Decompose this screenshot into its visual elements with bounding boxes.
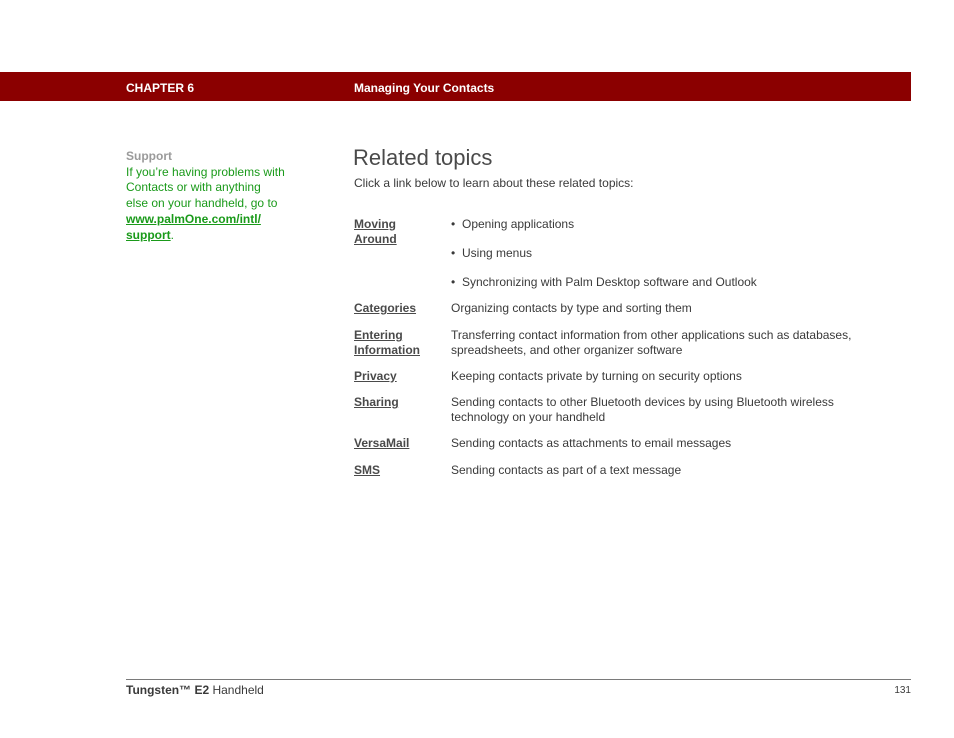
topic-description bbox=[451, 369, 896, 384]
topic-link-line[interactable]: Privacy bbox=[354, 369, 397, 383]
description-line: Sending contacts to other Bluetooth devices by using Bluetooth wireless bbox=[451, 395, 834, 409]
description-line: Sending contacts as part of a text message bbox=[451, 463, 682, 477]
sidebar-text bbox=[126, 165, 286, 244]
topic-link-moving-around[interactable] bbox=[354, 217, 434, 247]
description-line: Sending contacts as attachments to email messages bbox=[451, 436, 732, 450]
topic-description bbox=[451, 463, 896, 478]
support-link[interactable] bbox=[126, 212, 261, 242]
support-sidebar bbox=[126, 149, 286, 243]
description-line: spreadsheets, and other organizer software bbox=[451, 343, 683, 357]
sidebar-body-text: If you’re having problems with Contacts or with anything else on your handheld, go to bbox=[126, 164, 285, 211]
footer-product-name: Handheld bbox=[209, 683, 264, 697]
topic-link-line[interactable]: Sharing bbox=[354, 395, 399, 409]
bullet-dot-icon: • bbox=[451, 246, 456, 260]
topic-link-line[interactable]: Entering bbox=[354, 328, 403, 342]
bullet-text: Using menus bbox=[462, 246, 533, 260]
topic-link-entering-information[interactable] bbox=[354, 328, 434, 358]
description-line: Organizing contacts by type and sorting them bbox=[451, 301, 692, 315]
topic-link-line[interactable]: Information bbox=[354, 343, 420, 357]
bullet-item bbox=[451, 217, 896, 232]
topic-link-line[interactable]: Categories bbox=[354, 301, 417, 315]
topic-description bbox=[451, 436, 896, 451]
bullet-text: Synchronizing with Palm Desktop software and Outlook bbox=[462, 275, 757, 289]
description-line: Transferring contact information from other applications such as databases, bbox=[451, 328, 852, 342]
bullet-dot-icon: • bbox=[451, 275, 456, 289]
topic-link-line[interactable]: SMS bbox=[354, 463, 381, 477]
description-line: technology on your handheld bbox=[451, 410, 606, 424]
topic-description bbox=[451, 395, 896, 425]
topic-link-sharing[interactable] bbox=[354, 395, 434, 410]
topic-link-line[interactable]: Around bbox=[354, 232, 397, 246]
footer-divider bbox=[126, 679, 911, 680]
topic-link-privacy[interactable] bbox=[354, 369, 434, 384]
topic-description bbox=[451, 301, 896, 316]
chapter-label: CHAPTER 6 bbox=[126, 81, 195, 95]
sidebar-title: Support bbox=[126, 149, 172, 163]
topic-link-line[interactable]: VersaMail bbox=[354, 436, 410, 450]
description-line: Keeping contacts private by turning on security options bbox=[451, 369, 742, 383]
topic-link-line[interactable]: Moving bbox=[354, 217, 396, 231]
bullet-item bbox=[451, 246, 896, 261]
footer-product bbox=[126, 683, 264, 697]
page-title: Related topics bbox=[353, 145, 493, 170]
intro-text: Click a link below to learn about these related topics: bbox=[354, 176, 634, 190]
chapter-title: Managing Your Contacts bbox=[354, 81, 495, 95]
topic-link-sms[interactable] bbox=[354, 463, 434, 478]
footer-brand: Tungsten™ E2 bbox=[126, 683, 210, 697]
page-number: 131 bbox=[894, 685, 911, 696]
topic-link-versamail[interactable] bbox=[354, 436, 434, 451]
chapter-header-bar bbox=[0, 72, 911, 101]
support-link-line1[interactable]: www.palmOne.com/intl/ bbox=[126, 211, 261, 226]
bullet-item bbox=[451, 275, 896, 290]
support-link-line2[interactable]: support bbox=[126, 227, 171, 242]
bullet-dot-icon: • bbox=[451, 217, 456, 231]
bullet-text: Opening applications bbox=[462, 217, 575, 231]
sidebar-trailing: . bbox=[170, 227, 175, 242]
topic-description bbox=[451, 328, 896, 358]
topic-link-categories[interactable] bbox=[354, 301, 434, 316]
